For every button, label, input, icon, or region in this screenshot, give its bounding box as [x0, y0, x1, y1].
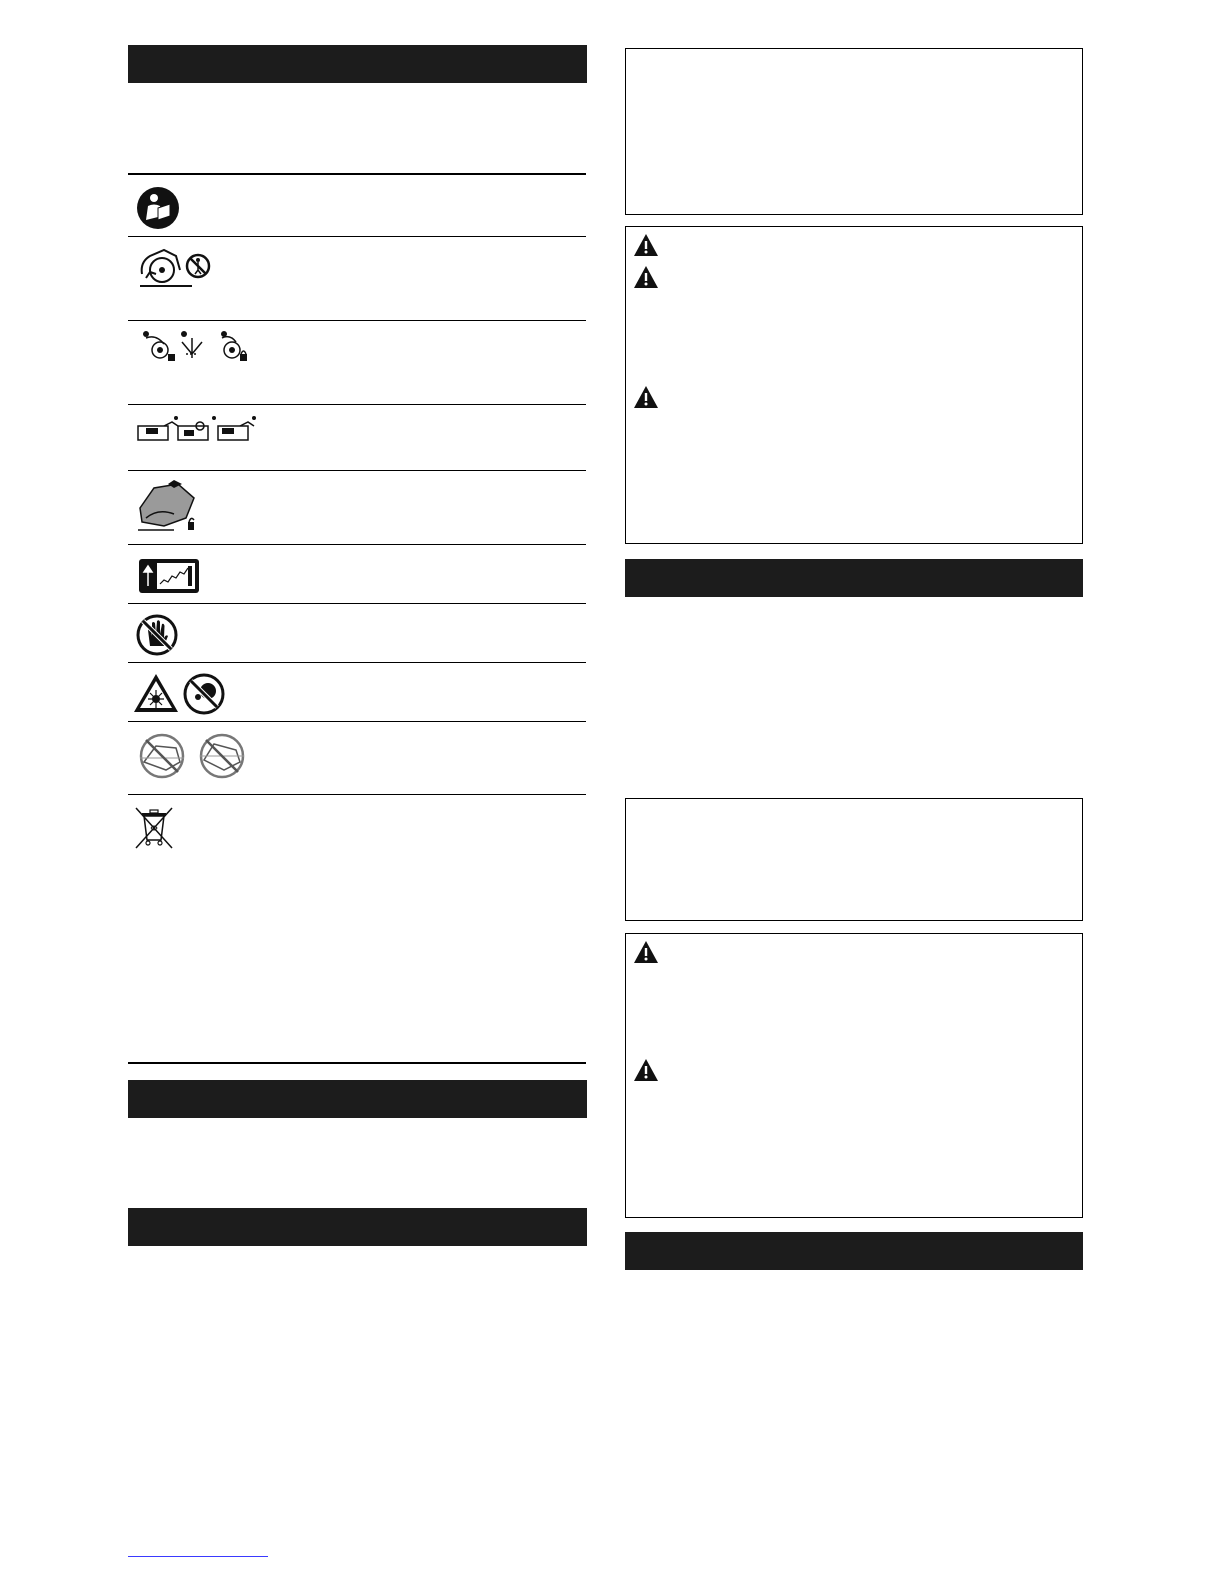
- no-hands-icon: [136, 614, 178, 656]
- warning-triangle-icon: [633, 265, 659, 289]
- warning-box: [625, 933, 1083, 1218]
- no-carrying-by-handle-icon: [136, 732, 250, 780]
- table-bottom-rule: [128, 1062, 586, 1064]
- laser-warning-icon: [134, 672, 226, 716]
- footer-link[interactable]: [128, 1556, 268, 1557]
- row-divider: [128, 603, 586, 604]
- section-header-bar: [128, 1080, 587, 1118]
- row-divider: [128, 320, 586, 321]
- warning-box: [625, 226, 1083, 544]
- row-divider: [128, 721, 586, 722]
- section-header-bar: [625, 559, 1083, 597]
- warning-triangle-icon: [633, 940, 659, 964]
- weee-crossed-bin-icon: [134, 806, 174, 850]
- row-divider: [128, 662, 586, 663]
- keep-hands-away-blade-icon: [136, 244, 212, 290]
- row-divider: [128, 794, 586, 795]
- warning-triangle-icon: [633, 385, 659, 409]
- row-divider: [128, 544, 586, 545]
- slide-cut-procedure-icon: [136, 416, 258, 444]
- section-header-bar: [128, 1208, 587, 1246]
- note-box: [625, 48, 1083, 215]
- row-divider: [128, 236, 586, 237]
- table-top-rule: [128, 173, 586, 175]
- slide-direction-icon: [138, 558, 200, 594]
- row-divider: [128, 404, 586, 405]
- saw-head-release-icon: [134, 478, 204, 536]
- row-divider: [128, 470, 586, 471]
- warning-triangle-icon: [633, 233, 659, 257]
- read-manual-icon: [136, 186, 180, 230]
- section-header-bar: [625, 1232, 1083, 1270]
- section-header-bar: [128, 45, 587, 83]
- note-box: [625, 798, 1083, 921]
- bevel-lock-unlock-icon: [140, 330, 250, 364]
- warning-triangle-icon: [633, 1058, 659, 1082]
